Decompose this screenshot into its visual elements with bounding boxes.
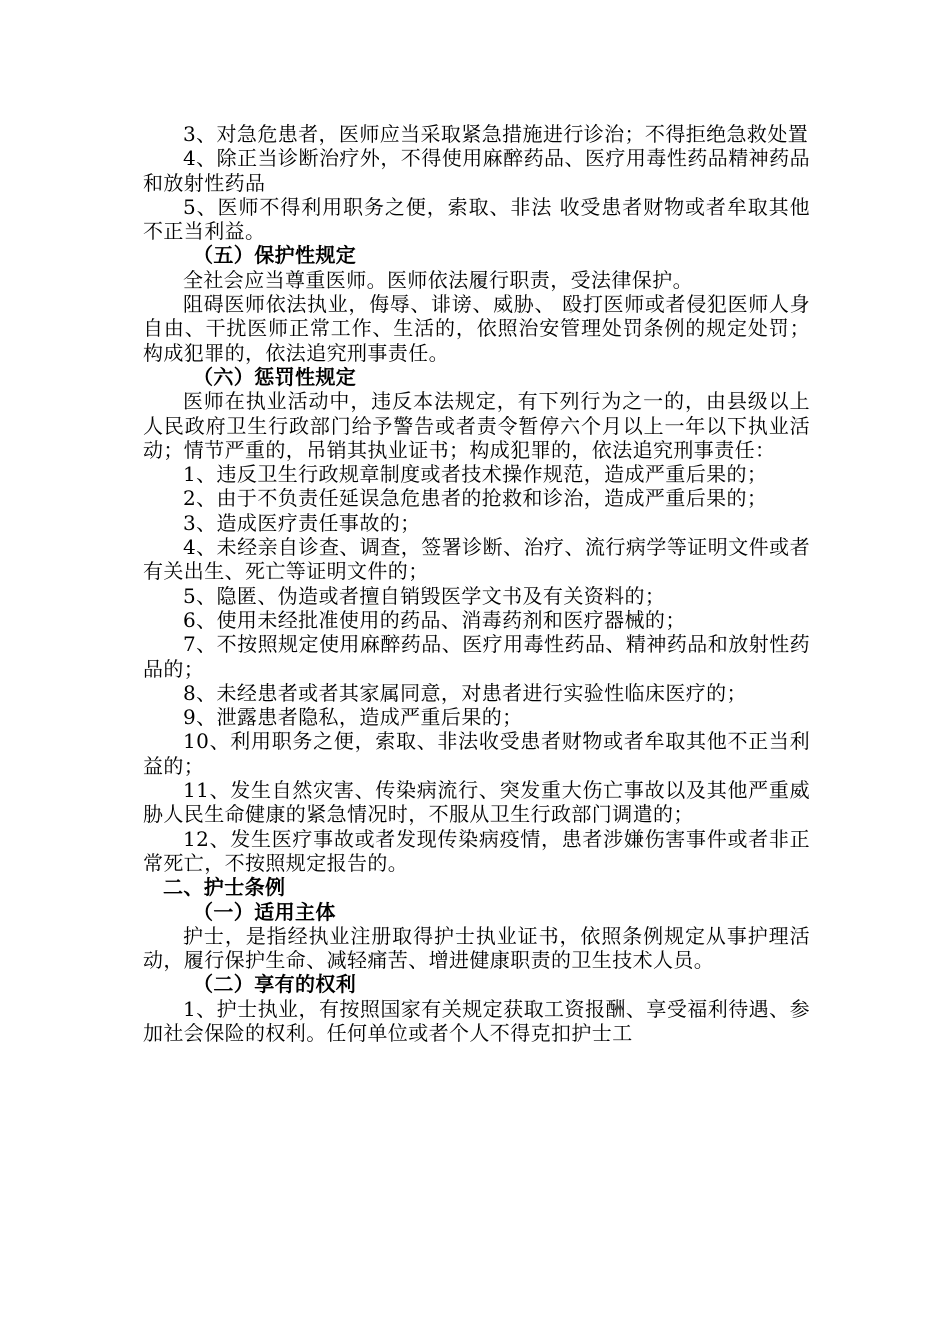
list-item: 4、未经亲自诊查、调查，签署诊断、治疗、流行病学等证明文件或者有关出生、死亡等证明文件的；	[143, 535, 810, 584]
list-item: 12、发生医疗事故或者发现传染病疫情，患者涉嫌伤害事件或者非正常死亡，不按照规定报告的。	[143, 826, 810, 875]
paragraph: 4、除正当诊断治疗外，不得使用麻醉药品、医疗用毒性药品精神药品和放射性药品	[143, 146, 810, 195]
list-item: 7、不按照规定使用麻醉药品、医疗用毒性药品、精神药品和放射性药品的；	[143, 632, 810, 681]
paragraph: 3、对急危患者，医师应当采取紧急措施进行诊治；不得拒绝急救处置	[183, 122, 809, 146]
paragraph: 全社会应当尊重医师。医师依法履行职责，受法律保护。	[183, 267, 693, 292]
list-item: 9、泄露患者隐私，造成严重后果的；	[183, 705, 523, 730]
paragraph: 护士，是指经执业注册取得护士执业证书，依照条例规定从事护理活动，履行保护生命、减轻痛苦、增进健康职责的卫生技术人员。	[143, 923, 810, 973]
list-item: 6、使用未经批准使用的药品、消毒药剂和医疗器械的；	[183, 607, 686, 632]
chapter-heading: 二、护士条例	[163, 875, 286, 900]
section-heading: （六）惩罚性规定	[193, 364, 357, 389]
paragraph: 1、护士执业，有按照国家有关规定获取工资报酬、享受福利待遇、参加社会保险的权利。任何单位或者个人不得克扣护士工	[143, 996, 810, 1045]
paragraph: 阻碍医师依法执业，侮辱、诽谤、威胁、 殴打医师或者侵犯医师人身自由、干扰医师正常工作、生活的，依照治安管理处罚条例的规定处罚；构成犯罪的，依法追究刑事责任。	[143, 292, 810, 365]
list-item: 5、隐匿、伪造或者擅自销毁医学文书及有关资料的；	[183, 583, 666, 608]
paragraph: 5、医师不得利用职务之便，索取、非法 收受患者财物或者牟取其他不正当利益。	[143, 194, 810, 244]
list-item: 10、利用职务之便，索取、非法收受患者财物或者牟取其他不正当利益的；	[143, 729, 810, 778]
section-heading: （五）保护性规定	[193, 243, 357, 268]
section-heading: （一）适用主体	[193, 899, 336, 924]
list-item: 11、发生自然灾害、传染病流行、突发重大伤亡事故以及其他严重威胁人民生命健康的紧急情况时，不服从卫生行政部门调遣的；	[143, 778, 810, 827]
list-item: 3、造成医疗责任事故的；	[183, 510, 421, 535]
list-item: 1、违反卫生行政规章制度或者技术操作规范，造成严重后果的；	[183, 462, 768, 487]
list-item: 2、由于不负责任延误急危患者的抢救和诊治，造成严重后果的；	[183, 486, 768, 511]
list-item: 8、未经患者或者其家属同意，对患者进行实验性临床医疗的；	[183, 680, 747, 705]
section-heading: （二）享有的权利	[193, 972, 357, 997]
paragraph: 医师在执业活动中，违反本法规定，有下列行为之一的，由县级以上人民政府卫生行政部门给予警告或者责令暂停六个月以上一年以下执业活动；情节严重的，吊销其执业证书；构成犯罪的，依法追究刑事责任：	[143, 389, 810, 462]
